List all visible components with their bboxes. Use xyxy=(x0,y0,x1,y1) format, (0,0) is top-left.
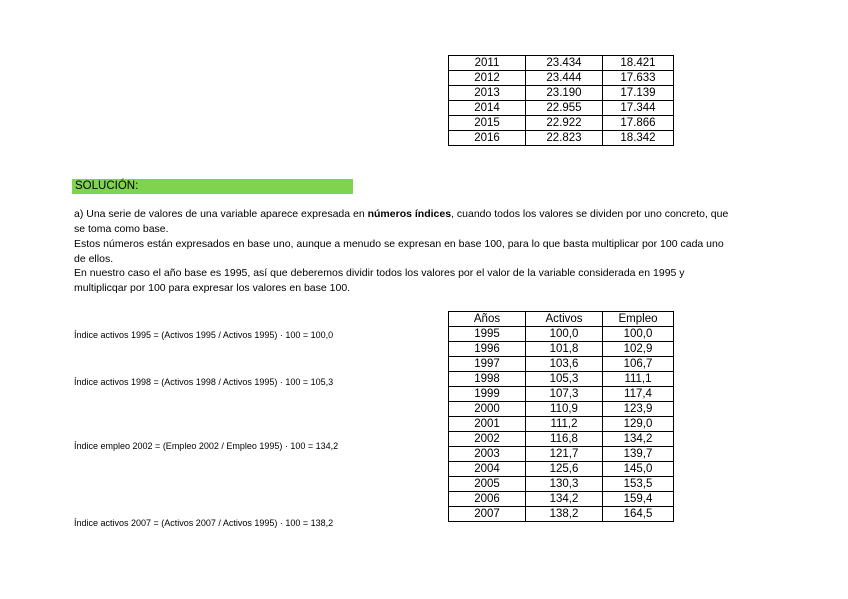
table-cell: 2012 xyxy=(449,71,526,86)
table-cell: 2003 xyxy=(449,447,526,462)
table-cell: 2004 xyxy=(449,462,526,477)
formula-activos-2007: Índice activos 2007 = (Activos 2007 / Activos 1995) · 100 = 138,2 xyxy=(74,518,334,528)
table-row xyxy=(449,372,674,387)
table-cell: 17.866 xyxy=(603,116,674,131)
table-row xyxy=(449,116,674,131)
table-cell: 1999 xyxy=(449,387,526,402)
paragraph-definition xyxy=(74,207,734,236)
table-row xyxy=(449,432,674,447)
table-cell: 125,6 xyxy=(526,462,603,477)
table-row xyxy=(449,417,674,432)
table-cell: 130,3 xyxy=(526,477,603,492)
table-cell: 2006 xyxy=(449,492,526,507)
table-cell: 23.444 xyxy=(526,71,603,86)
table-row xyxy=(449,387,674,402)
table-cell: 159,4 xyxy=(603,492,674,507)
table-row xyxy=(449,86,674,101)
table-row xyxy=(449,357,674,372)
table-cell: 2005 xyxy=(449,477,526,492)
table-cell: 2014 xyxy=(449,101,526,116)
formula-activos-1998: Índice activos 1998 = (Activos 1998 / Activos 1995) · 100 = 105,3 xyxy=(74,377,334,387)
table-cell: 164,5 xyxy=(603,507,674,522)
table-cell: 1998 xyxy=(449,372,526,387)
table-cell: 2002 xyxy=(449,432,526,447)
table-cell: 23.190 xyxy=(526,86,603,101)
table-row xyxy=(449,447,674,462)
table-cell: 116,8 xyxy=(526,432,603,447)
table-cell: 1996 xyxy=(449,342,526,357)
table-cell: 2015 xyxy=(449,116,526,131)
table-cell: 17.633 xyxy=(603,71,674,86)
paragraph-definition-bold: números índices xyxy=(367,208,452,220)
table-row xyxy=(449,507,674,522)
index-table-body xyxy=(449,327,674,522)
table-cell: 117,4 xyxy=(603,387,674,402)
table-cell: 123,9 xyxy=(603,402,674,417)
paragraph-definition-text-end: , cuando todos los valores se dividen por uno concreto, que se toma como base. xyxy=(74,208,729,235)
table-cell: 153,5 xyxy=(603,477,674,492)
table-cell: 2013 xyxy=(449,86,526,101)
top-table-body xyxy=(449,56,674,146)
table-cell: 138,2 xyxy=(526,507,603,522)
header-row xyxy=(449,312,674,327)
table-row xyxy=(449,327,674,342)
table-cell: 111,2 xyxy=(526,417,603,432)
formula-activos-1995: Índice activos 1995 = (Activos 1995 / Activos 1995) · 100 = 100,0 xyxy=(74,330,334,340)
table-cell: 22.922 xyxy=(526,116,603,131)
table-row xyxy=(449,56,674,71)
table-cell: 134,2 xyxy=(526,492,603,507)
paragraph-definition-text: a) Una serie de valores de una variable aparece expresada en xyxy=(74,208,368,220)
table-row xyxy=(449,71,674,86)
table-cell: 134,2 xyxy=(603,432,674,447)
table-cell: 103,6 xyxy=(526,357,603,372)
table-cell: 2001 xyxy=(449,417,526,432)
table-cell: 2016 xyxy=(449,131,526,146)
table-cell: 22.955 xyxy=(526,101,603,116)
table-cell: 102,9 xyxy=(603,342,674,357)
top-data-table xyxy=(448,55,674,146)
table-cell: 105,3 xyxy=(526,372,603,387)
index-table xyxy=(448,311,674,522)
table-row xyxy=(449,402,674,417)
table-cell: 139,7 xyxy=(603,447,674,462)
table-cell: 145,0 xyxy=(603,462,674,477)
table-cell: 2007 xyxy=(449,507,526,522)
table-cell: 101,8 xyxy=(526,342,603,357)
paragraph-base: Estos números están expresados en base uno, aunque a menudo se expresan en base 100, para lo que basta multiplicar por 100 cada uno de ellos. xyxy=(74,238,724,265)
index-table-header xyxy=(449,312,674,327)
table-row xyxy=(449,492,674,507)
table-cell: 2000 xyxy=(449,402,526,417)
table-cell: 100,0 xyxy=(526,327,603,342)
table-cell: 17.344 xyxy=(603,101,674,116)
table-cell: 121,7 xyxy=(526,447,603,462)
table-cell: 100,0 xyxy=(603,327,674,342)
column-header: Empleo xyxy=(603,312,674,327)
table-cell: 17.139 xyxy=(603,86,674,101)
table-row xyxy=(449,101,674,116)
paragraph-method: En nuestro caso el año base es 1995, así que deberemos dividir todos los valores por el valor de la variable considerada en 1995 y multiplicqar por 100 para expresar los valores en base 100. xyxy=(74,267,685,294)
table-row xyxy=(449,462,674,477)
table-cell: 22.823 xyxy=(526,131,603,146)
table-cell: 23.434 xyxy=(526,56,603,71)
table-cell: 18.342 xyxy=(603,131,674,146)
solution-heading: SOLUCIÓN: xyxy=(72,179,353,194)
table-cell: 106,7 xyxy=(603,357,674,372)
table-cell: 18.421 xyxy=(603,56,674,71)
table-cell: 1997 xyxy=(449,357,526,372)
column-header: Activos xyxy=(526,312,603,327)
table-row xyxy=(449,131,674,146)
formula-empleo-2002: Índice empleo 2002 = (Empleo 2002 / Empleo 1995) · 100 = 134,2 xyxy=(74,441,339,451)
column-header: Años xyxy=(449,312,526,327)
table-cell: 1995 xyxy=(449,327,526,342)
table-row xyxy=(449,342,674,357)
table-cell: 2011 xyxy=(449,56,526,71)
table-cell: 129,0 xyxy=(603,417,674,432)
table-cell: 110,9 xyxy=(526,402,603,417)
table-row xyxy=(449,477,674,492)
table-cell: 111,1 xyxy=(603,372,674,387)
table-cell: 107,3 xyxy=(526,387,603,402)
